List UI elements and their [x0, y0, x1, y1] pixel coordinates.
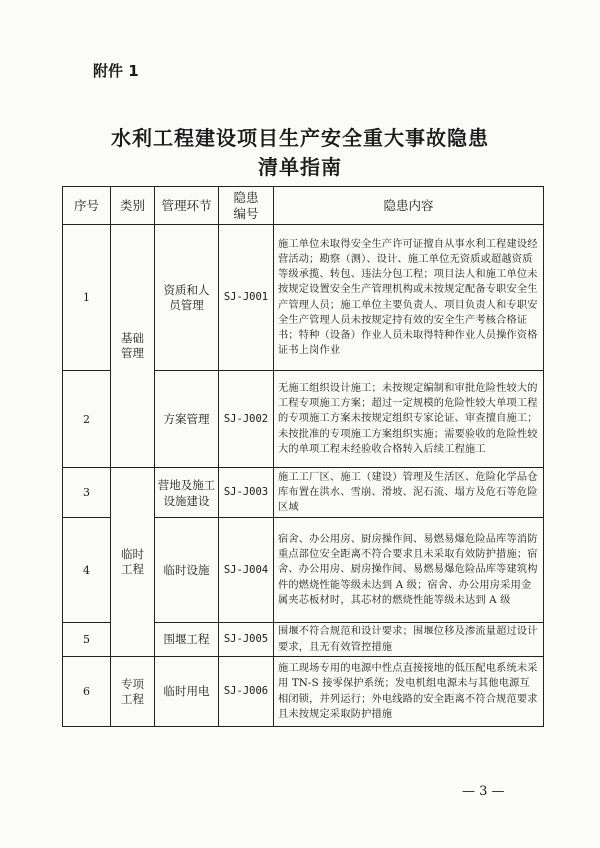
- code-cell: SJ-J005: [219, 623, 274, 657]
- content-cell: 施工工厂区、施工（建设）管理及生活区、危险化学品仓库布置在洪水、雪崩、滑坡、泥石流、塌方及危石等危险区域: [274, 468, 544, 518]
- content-cell: 宿舍、办公用房、厨房操作间、易燃易爆危险品库等消防重点部位安全距离不符合要求且未采取有效防护措施；宿舍、办公用房、厨房操作间、易燃易爆危险品库等建筑构件的燃烧性能等级未达到 A 级；宿舍、办公用房采用金属夹芯板材时，其芯材的燃烧性能等级未达到 A 级: [274, 518, 544, 623]
- row-no: 4: [63, 518, 111, 623]
- category-cell: 专项工程: [111, 657, 155, 727]
- table-header-row: [63, 187, 544, 225]
- stage-cell: 营地及施工设施建设: [155, 468, 219, 518]
- col-header-code: 隐患编号: [219, 187, 274, 225]
- attachment-label: 附件 1: [93, 62, 139, 80]
- table-row: [63, 657, 544, 727]
- code-cell: SJ-J004: [219, 518, 274, 623]
- document-subtitle: 清单指南: [258, 155, 342, 179]
- stage-cell: 围堰工程: [155, 623, 219, 657]
- col-header-no: 序号: [63, 187, 111, 225]
- category-cell: 临时工程: [111, 468, 155, 657]
- row-no: 1: [63, 225, 111, 371]
- content-cell: 施工现场专用的电源中性点直接接地的低压配电系统未采用 TN-S 接零保护系统；发电机组电源未与其他电源互相闭锁，并列运行；外电线路的安全距离不符合规范要求且未按规定采取防护措施: [274, 657, 544, 727]
- content-cell: 围堰不符合规范和设计要求；围堰位移及渗流量超过设计要求，且无有效管控措施: [274, 623, 544, 657]
- stage-cell: 临时设施: [155, 518, 219, 623]
- content-cell: 施工单位未取得安全生产许可证擅自从事水利工程建设经营活动；勘察（测）、设计、施工单位无资质或超越资质等级承揽、转包、违法分包工程；项目法人和施工单位未按规定设置安全生产管理机构或未按规定配备专职安全生产管理人员；施工单位主要负责人、项目负责人和专职安全生产管理人员未按规定持有效的安全生产考核合格证书；特种（设备）作业人员未取得特种作业人员操作资格证书上岗作业: [274, 225, 544, 371]
- code-cell: SJ-J003: [219, 468, 274, 518]
- table-row: [63, 468, 544, 518]
- hazard-table: [62, 186, 544, 727]
- row-no: 5: [63, 623, 111, 657]
- stage-cell: 资质和人员管理: [155, 225, 219, 371]
- row-no: 3: [63, 468, 111, 518]
- content-cell: 无施工组织设计施工；未按规定编制和审批危险性较大的工程专项施工方案；超过一定规模的危险性较大单项工程的专项施工方案未按规定组织专家论证、审查擅自施工；未按批准的专项施工方案组织实施；需要验收的危险性较大的单项工程未经验收合格转入后续工程施工: [274, 371, 544, 468]
- table-row: [63, 225, 544, 371]
- code-cell: SJ-J002: [219, 371, 274, 468]
- col-header-category: 类别: [111, 187, 155, 225]
- document-title: 水利工程建设项目生产安全重大事故隐患: [111, 126, 489, 150]
- row-no: 2: [63, 371, 111, 468]
- col-header-content: 隐患内容: [274, 187, 544, 225]
- page-number: — 3 —: [462, 784, 505, 799]
- stage-cell: 临时用电: [155, 657, 219, 727]
- code-cell: SJ-J006: [219, 657, 274, 727]
- code-cell: SJ-J001: [219, 225, 274, 371]
- row-no: 6: [63, 657, 111, 727]
- col-header-stage: 管理环节: [155, 187, 219, 225]
- stage-cell: 方案管理: [155, 371, 219, 468]
- category-cell: 基础管理: [111, 225, 155, 468]
